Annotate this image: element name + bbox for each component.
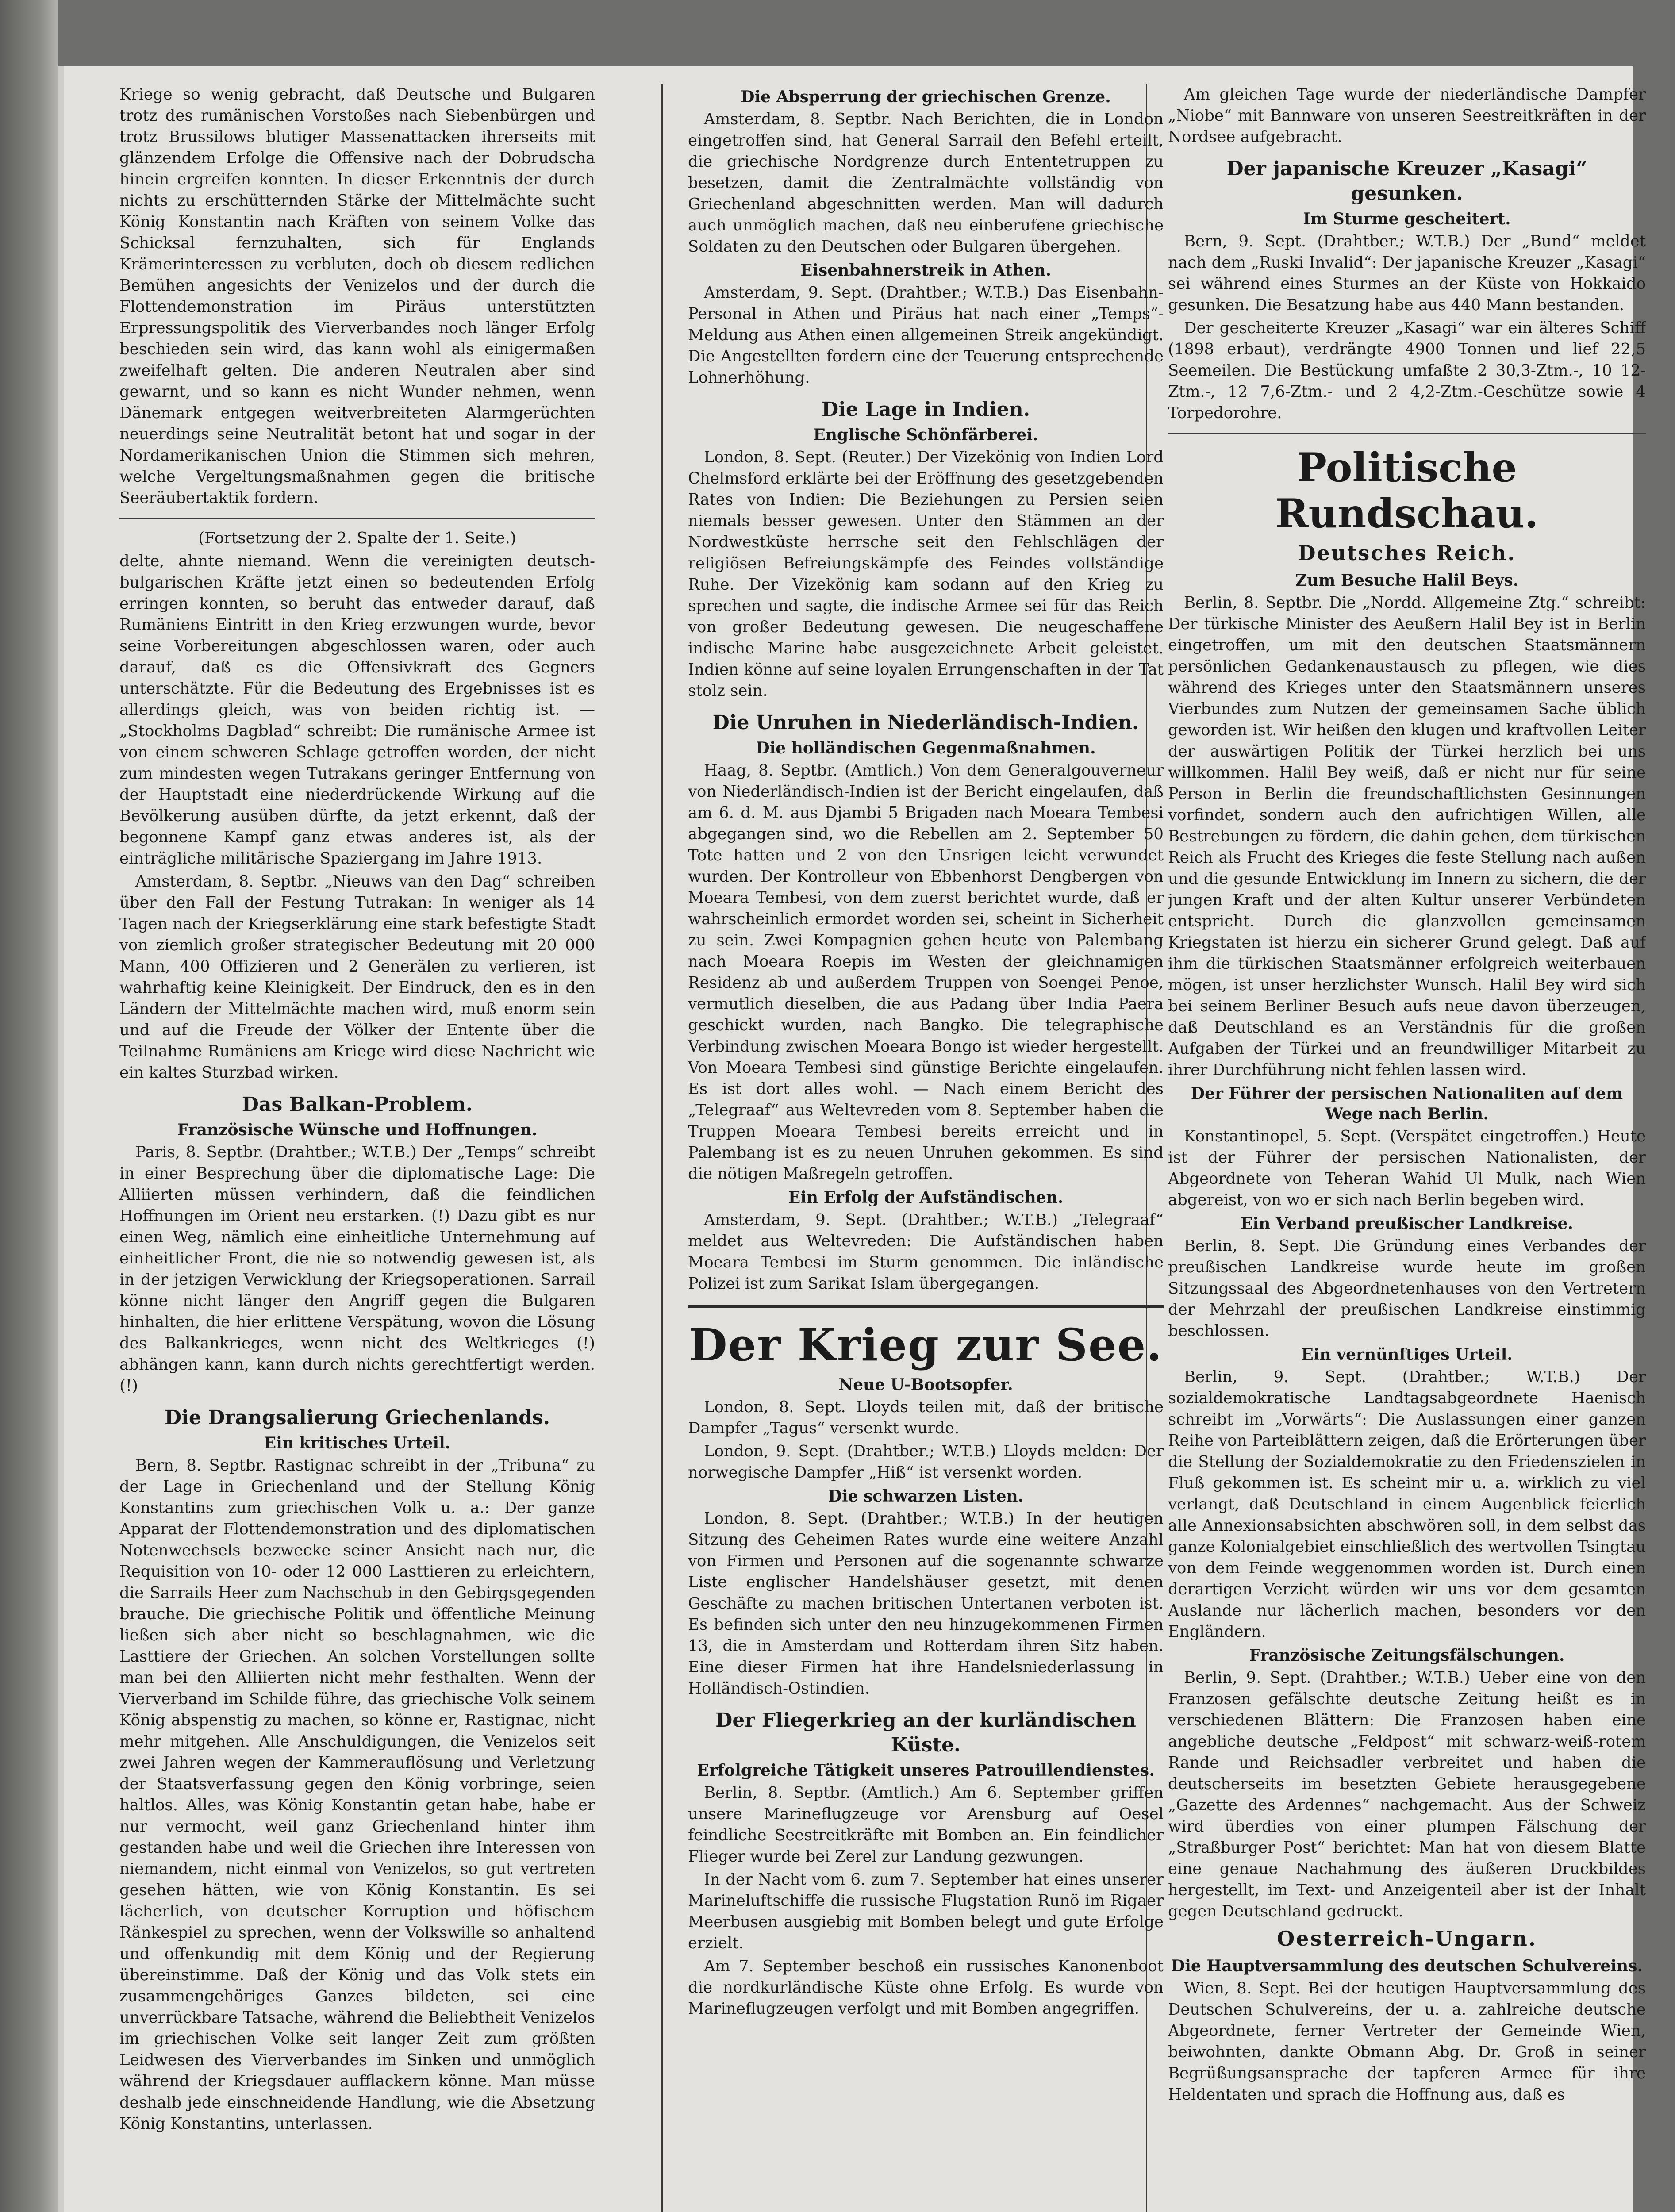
column-left <box>119 84 595 2212</box>
article-paragraph: Amsterdam, 9. Sept. (Drahtber.; W.T.B.) Das Eisenbahn-Personal in Athen und Piräus hat nach einer „Temps“-Meldung aus Athen einen allgemeinen Streik angekündigt. Die Angestellten fordern eine der Teuerung entsprechende Lohnerhöhung. <box>688 284 1164 387</box>
subheadline: Französische Wünsche und Hoffnungen. <box>177 1121 538 1139</box>
subheadline: Neue U-Bootsopfer. <box>838 1375 1013 1394</box>
article-paragraph: Am 7. September beschoß ein russisches Kanonenboot die nordkurländische Küste ohne Erfolg. Es wurde von Marineflugzeugen verfolgt und mit Bomben angegriffen. <box>688 1957 1164 2018</box>
subheadline: Ein Verband preußischer Landkreise. <box>1241 1214 1573 1233</box>
headline-absperrung: Die Absperrung der griechischen Grenze. <box>741 88 1111 106</box>
section-title-reich: Deutsches Reich. <box>1298 541 1516 565</box>
lead-paragraph: Am gleichen Tage wurde der niederländische Dampfer „Niobe“ mit Bannware von unseren Seestreitkräften in der Nordsee aufgebracht. <box>1168 85 1646 146</box>
article-paragraph: London, 9. Sept. (Drahtber.; W.T.B.) Lloyds melden: Der norwegische Dampfer „Hiß“ ist versenkt worden. <box>688 1442 1164 1482</box>
headline-krieg-zur-see: Der Krieg zur See. <box>688 1319 1163 1371</box>
article-paragraph: Amsterdam, 9. Sept. (Drahtber.; W.T.B.) „Telegraaf“ meldet aus Weltevreden: Die Aufständischen haben Moeara Tembesi im Sturm genommen. Die inländische Polizei ist zum Sarikat Islam übergegangen. <box>688 1211 1164 1293</box>
subheadline: Ein vernünftiges Urteil. <box>1301 1345 1513 1364</box>
article-paragraph: Amsterdam, 8. Septbr. Nach Berichten, die in London eingetroffen sind, hat General Sarrail den Befehl erteilt, die griechische Nordgrenze durch Ententetruppen zu besetzen, damit die Zentralmächte vollständig von Griechenland abgeschnitten werden. Man will dadurch auch unmöglich machen, daß neu einberufene griechische Soldaten zu den Deutschen oder Bulgaren übergehen. <box>688 110 1164 256</box>
subheadline: Ein kritisches Urteil. <box>264 1434 451 1452</box>
article-paragraph: Berlin, 9. Sept. (Drahtber.; W.T.B.) Der sozialdemokratische Landtagsabgeordnete Haenisch schreibt im „Vorwärts“: Die Auslassungen einer ganzen Reihe von Parteiblättern zeigen, daß die Erörterungen über die Stellung der Sozialdemokratie zu den Friedenszielen in Fluß gekommen ist. Es scheint mir u. a. wirklich zu viel verlangt, daß Deutschland in einem Augenblick feierlich alle Annexionsabsichten abschwören soll, in dem selbst das ganze Kolonialgebiet einschließlich des wertvollen Tsingtau von dem Feinde weggenommen worden ist. Durch einen derartigen Verzicht würden wir uns vor dem gesamten Auslande nur lächerlich machen, besonders vor den Engländern. <box>1168 1368 1646 1641</box>
article-paragraph: London, 8. Sept. Lloyds teilen mit, daß der britische Dampfer „Tagus“ versenkt wurde. <box>688 1398 1164 1437</box>
subheadline: Im Sturme gescheitert. <box>1303 210 1511 228</box>
subheadline: Ein Erfolg der Aufständischen. <box>788 1188 1064 1207</box>
headline-indien: Die Lage in Indien. <box>821 398 1030 421</box>
article-paragraph: Bern, 9. Sept. (Drahtber.; W.T.B.) Der „Bund“ meldet nach dem „Ruski Invalid“: Der japanische Kreuzer „Kasagi“ sei während eines Sturmes an der Küste von Hokkaido gesunken. Die Besatzung habe aus 440 Mann bestanden. <box>1168 232 1646 314</box>
section-masthead: Politische Rundschau. <box>1275 444 1539 537</box>
article-paragraph: Bern, 8. Septbr. Rastignac schreibt in der „Tribuna“ zu der Lage in Griechenland und der Stellung König Konstantins zum griechischen Volk u. a.: Der ganze Apparat der Flottendemonstration und des diplomatischen Notenwechsels bezwecke seiner Ansicht nach nur, die Requisition von 10- oder 12 000 Lasttieren zu erleichtern, die Sarrails Heer zum Nachschub in den Gebirgsgegenden brauche. Die griechische Politik und öffentliche Meinung ließen sich aber nicht so beschlagnahmen, wie die Lasttiere der Griechen. An solchen Vorstellungen sollte man bei den Alliierten nicht mehr festhalten. Wenn der Vierverband im Schilde führe, das griechische Volk seinem König abspenstig zu machen, so könne er, Rastignac, nicht mehr mitgehen. Alle Anschuldigungen, die Venizelos seit zwei Jahren wegen der Kammerauflösung und Verletzung der Staatsverfassung gegen den König vorbringe, seien haltlos. Alles, was König Konstantin getan habe, habe er nur vermocht, weil ganz Griechenland hinter ihm gestanden habe und weil die Griechen ihre Interessen von niemandem, nicht einmal von Venizelos, so gut vertreten gesehen hätten, wie von König Konstantin. Es sei lächerlich, von deutscher Korruption und höfischem Ränkespiel zu sprechen, wenn der Volkswille so anhaltend und offenkundig mit dem König und der Regierung übereinstimme. Daß der König und das Volk stets ein zusammengehöriges Ganzes bildeten, sei eine unverrückbare Tatsache, während die Beliebtheit Venizelos im griechischen Volke seit langer Zeit zum größten Leidwesen des Vierverbandes im Sinken und unmöglich während der Kriegsdauer aufflackern könne. Man müsse deshalb jede einschneidende Handlung, wie die Absetzung König Konstantins, unterlassen. <box>119 1456 595 2133</box>
article-paragraph: London, 8. Sept. (Reuter.) Der Vizekönig von Indien Lord Chelmsford erklärte bei der Eröffnung des gesetzgebenden Rates von Indien: Die Beziehungen zu Persien seien niemals besser gewesen. Unter den Stämmen an der Nordwestküste herrsche seit den Fehlschlägen der religiösen Befreiungskämpfe des Feindes vollständige Ruhe. Der Vizekönig kam sodann auf den Krieg zu sprechen und sagte, die indische Armee sei für das Reich von großer Bedeutung gewesen. Die neugeschaffene indische Marine habe ausgezeichnete Arbeit geleistet. Indien könne auf seine loyalen Errungenschaften in der Tat stolz sein. <box>688 448 1164 700</box>
subheadline: Der Führer der persischen Nationaliten auf dem Wege nach Berlin. <box>1191 1084 1623 1123</box>
subheadline: Französische Zeitungsfälschungen. <box>1249 1646 1565 1665</box>
article-paragraph: Der gescheiterte Kreuzer „Kasagi“ war ein älteres Schiff (1898 erbaut), verdrängte 4900 Tonnen und lief 22,5 Seemeilen. Die Bestückung umfaßte 2 30,3-Ztm.-, 10 12-Ztm.-, 12 7,6-Ztm.- und 2 4,2-Ztm.-Geschütze sowie 4 Torpedorohre. <box>1168 319 1646 422</box>
article-paragraph: Paris, 8. Septbr. (Drahtber.; W.T.B.) Der „Temps“ schreibt in einer Besprechung über die diplomatische Lage: Die Alliierten müssen verhindern, daß die feindlichen Hoffnungen im Orient neu erstarken. (!) Dazu gibt es nur einen Weg, nämlich eine einheitliche Unternehmung auf einheitlicher Front, die nie so notwendig gewesen ist, als in der jetzigen Verwicklung der Kriegsoperationen. Sarrail könne nicht länger den Angriff gegen die Bulgaren hinhalten, die hier erlittene Verspätung, wovon die Lösung des Balkankrieges, wenn nicht des Weltkrieges (!) abhängen kann, kann durch nichts gerechtfertigt werden. (!) <box>119 1143 595 1395</box>
article-paragraph: Amsterdam, 8. Septbr. „Nieuws van den Dag“ schreiben über den Fall der Festung Tutrakan: In weniger als 14 Tagen nach der Kriegserklärung eine stark befestigte Stadt von ziemlich großer strategischer Bedeutung mit 20 000 Mann, 400 Offizieren und 2 Generälen zu verlieren, ist wahrhaftig keine Kleinigkeit. Der Eindruck, den es in den Ländern der Mittelmächte machen wird, muß enorm sein und auf die Freude der Völker der Entente über die Teilnahme Rumäniens am Kriege wird diese Nachricht wie ein kaltes Sturzbad wirken. <box>119 872 595 1082</box>
section-divider <box>688 1305 1164 1308</box>
article-paragraph: London, 8. Sept. (Drahtber.; W.T.B.) In der heutigen Sitzung des Geheimen Rates wurde eine weitere Anzahl von Firmen und Personen auf die sogenannte schwarze Liste englischer Handelshäuser gesetzt, mit denen Geschäfte zu machen britischen Untertanen verboten ist. Es befinden sich unter den neu hinzugekommenen Firmen 13, die in Amsterdam und Rotterdam ihren Sitz haben. Eine dieser Firmen hat ihre Handelsniederlassung in Holländisch-Ostindien. <box>688 1509 1164 1697</box>
section-title-oesterreich: Oesterreich-Ungarn. <box>1277 1927 1537 1951</box>
continuation-note: (Fortsetzung der 2. Spalte der 1. Seite.) <box>198 529 516 547</box>
subheadline: Die holländischen Gegenmaßnahmen. <box>756 739 1096 757</box>
article-paragraph: Konstantinopel, 5. Sept. (Verspätet eingetroffen.) Heute ist der Führer der persischen Nationalisten, der Abgeordnete von Teheran Wahid Ul Mulk, nach Wien abgereist, von wo er sich nach Berlin begeben wird. <box>1168 1127 1646 1209</box>
headline-griechenland: Die Drangsalierung Griechenlands. <box>164 1406 550 1429</box>
article-paragraph: Haag, 8. Septbr. (Amtlich.) Von dem Generalgouverneur von Niederländisch-Indien ist der Bericht eingelaufen, daß am 6. d. M. aus Djambi 5 Brigaden nach Moeara Tembesi abgegangen sind, wo die Rebellen am 2. September 50 Tote hatten und 2 von den Unsrigen leicht verwundet wurden. Der Kontrolleur von Ebbenhorst Dengbergen von Moeara Tembesi, von dem zuerst berichtet wurde, daß er wahrscheinlich ermordet worden sei, scheint in Sicherheit zu sein. Zwei Kompagnien gehen heute von Palembang nach Moeara Roepis im Westen der gleichnamigen Residenz ab und außerdem Truppen von Soengei Penoe, vermutlich dieselben, die aus Padang über India Paera geschickt wurden, nach Bangko. Die telegraphische Verbindung zwischen Moeara Bongo ist wieder hergestellt. Von Moeara Tembesi sind günstige Berichte eingelaufen. Es ist dort alles wohl. — Nach einem Bericht des „Telegraaf“ aus Weltevreden vom 8. September haben die Truppen Moeara Tembesi bereits erreicht und in Palembang ist es zu neuen Unruhen gekommen. Es sind die nötigen Maßregeln getroffen. <box>688 761 1164 1183</box>
subheadline: Zum Besuche Halil Beys. <box>1295 571 1519 590</box>
subheadline: Eisenbahnerstreik in Athen. <box>800 261 1052 280</box>
article-paragraph: Berlin, 8. Sept. Die Gründung eines Verbandes der preußischen Landkreise wurde heute im großen Sitzungssaal des Abgeordnetenhauses von den Vertretern der Mehrzahl der preußischen Landkreise einstimmig beschlossen. <box>1168 1237 1646 1340</box>
subheadline: Englische Schönfärberei. <box>813 426 1038 444</box>
column-middle <box>688 84 1164 2212</box>
headline-balkan: Das Balkan-Problem. <box>242 1093 473 1116</box>
page-edge-shadow <box>0 0 58 2212</box>
article-paragraph: Wien, 8. Sept. Bei der heutigen Hauptversammlung des Deutschen Schulvereins, der u. a. zahlreiche deutsche Abgeordnete, ferner Vertreter der Gemeinde Wien, beiwohnten, dankte Obmann Abg. Dr. Groß in seiner Begrüßungsansprache der tapferen Armee für ihre Heldentaten und sprach die Hoffnung aus, daß es <box>1168 1979 1646 2104</box>
article-paragraph: delte, ahnte niemand. Wenn die vereinigten deutsch-bulgarischen Kräfte jetzt einen so bedeutenden Erfolg erringen konnten, so beruht das entweder darauf, daß Rumäniens Eintritt in den Krieg erzwungen wurde, bevor seine Vorbereitungen abgeschlossen waren, oder auch darauf, daß es die Offensivkraft des Gegners unterschätzte. Für die Bedeutung des Ergebnisses ist es allerdings gleich, was von beiden richtig ist. — „Stockholms Dagblad“ schreibt: Die rumänische Armee ist von einem schweren Schlage getroffen worden, der nicht zum mindesten wegen Tutrakans geringer Entfernung von der Hauptstadt eine niederdrückende Wirkung auf die Bevölkerung ausüben dürfte, da jetzt erkennt, daß der begonnene Kampf ganz etwas anderes ist, als der einträgliche militärische Spaziergang im Jahre 1913. <box>119 552 595 868</box>
lead-paragraph: Kriege so wenig gebracht, daß Deutsche und Bulgaren trotz des rumänischen Vorstoßes nach Siebenbürgen und trotz Brussilows blutiger Massenattacken ihrerseits mit glänzendem Erfolge die Offensive nach der Dobrudscha hinein ergreifen konnten. In dieser Erkenntnis der durch nichts zu erschütternden Stärke der Mittelmächte sucht König Konstantin nach Kräften von seinem Volke das Schicksal fernzuhalten, sich für Englands Krämerinteressen zu verbluten, doch ob diesem redlichen Bemühen angesichts der Venizelos und der durch die Flottendemonstration im Piräus unterstützten Erpressungspolitik des Vierverbandes noch länger Erfolg beschieden sein wird, das kann wohl als einigermaßen zweifelhaft gelten. Die anderen Neutralen aber sind gewarnt, und so kann es nicht Wunder nehmen, wenn Dänemark entgegen weitverbreiteten Alarmgerüchten neuerdings seine Neutralität betont hat und sogar in der Nordamerikanischen Union die Stimmen sich mehren, welche Vergeltungsmaßnahmen gegen die britische Seeräubertaktik fordern. <box>119 85 595 507</box>
headline-fliegerkrieg: Der Fliegerkrieg an der kurländischen Küste. <box>715 1709 1136 1756</box>
column-divider-1 <box>661 84 663 2212</box>
article-paragraph: In der Nacht vom 6. zum 7. September hat eines unserer Marineluftschiffe die russische Flugstation Runö im Rigaer Meerbusen ausgiebig mit Bomben belegt und gute Erfolge erzielt. <box>688 1870 1164 1952</box>
subheadline: Die schwarzen Listen. <box>828 1487 1024 1505</box>
headline-unruhen: Die Unruhen in Niederländisch-Indien. <box>712 711 1139 734</box>
divider <box>1168 433 1646 434</box>
subheadline: Erfolgreiche Tätigkeit unseres Patrouillendienstes. <box>697 1761 1155 1780</box>
divider <box>119 518 595 519</box>
article-paragraph: Berlin, 8. Septbr. (Amtlich.) Am 6. September griffen unsere Marineflugzeuge vor Arensburg auf Oesel feindliche Seestreitkräfte mit Bomben an. Ein feindlicher Flieger wurde bei Zerel zur Landung gezwungen. <box>688 1784 1164 1866</box>
article-paragraph: Berlin, 9. Sept. (Drahtber.; W.T.B.) Ueber eine von den Franzosen gefälschte deutsche Zeitung heißt es in verschiedenen Blättern: Die Franzosen haben eine angebliche deutsche „Feldpost“ mit schwarz-weiß-rotem Rande und Reichsadler verbreitet und haben die deutscherseits im besetzten Gebiete herausgegebene „Gazette des Ardennes“ nachgemacht. Aus der Schweiz wird überdies von einer plumpen Fälschung der „Straßburger Post“ berichtet: Man hat von diesem Blatte eine genaue Nachahmung des äußeren Druckbildes hergestellt, im Text- und Anzeigenteil aber ist der Inhalt gegen Deutschland gedruckt. <box>1168 1669 1646 1920</box>
column-right <box>1168 84 1646 2212</box>
headline-kasagi: Der japanische Kreuzer „Kasagi“ gesunken. <box>1226 157 1587 205</box>
subheadline: Die Hauptversammlung des deutschen Schulvereins. <box>1171 1957 1643 1975</box>
article-paragraph: Berlin, 8. Septbr. Die „Nordd. Allgemeine Ztg.“ schreibt: Der türkische Minister des Aeußern Halil Bey ist in Berlin eingetroffen, um mit den deutschen Staatsmännern persönlichen Gedankenaustausch zu pflegen, wie dies während des Krieges unter den Staatsmännern unseres Vierbundes zum Nutzen der gemeinsamen Sache üblich geworden ist. Wir heißen den klugen und kraftvollen Leiter der auswärtigen Politik der Türkei herzlich bei uns willkommen. Halil Bey weiß, daß er nicht nur für seine Person in Berlin die freundschaftlichsten Gesinnungen vorfindet, sondern auch den aufrichtigen Willen, alle Bestrebungen zu fördern, die dahin gehen, dem türkischen Reich als Frucht des Krieges die feste Stellung nach außen und die gesunde Entwicklung im Innern zu sichern, die der jungen Kraft und der alten Kultur unserer Verbündeten entspricht. Durch die glanzvollen gemeinsamen Kriegstaten ist hierzu ein sicherer Grund gelegt. Daß auf ihm die türkischen Staatsmänner erfolgreich weiterbauen mögen, ist unser herzlichster Wunsch. Halil Bey wird sich bei seinem Berliner Besuch aufs neue davon überzeugen, daß Deutschland es an Verständnis für die großen Aufgaben der Türkei und an freundwilliger Mitarbeit zu ihrer Durchführung nicht fehlen lassen wird. <box>1168 594 1646 1079</box>
